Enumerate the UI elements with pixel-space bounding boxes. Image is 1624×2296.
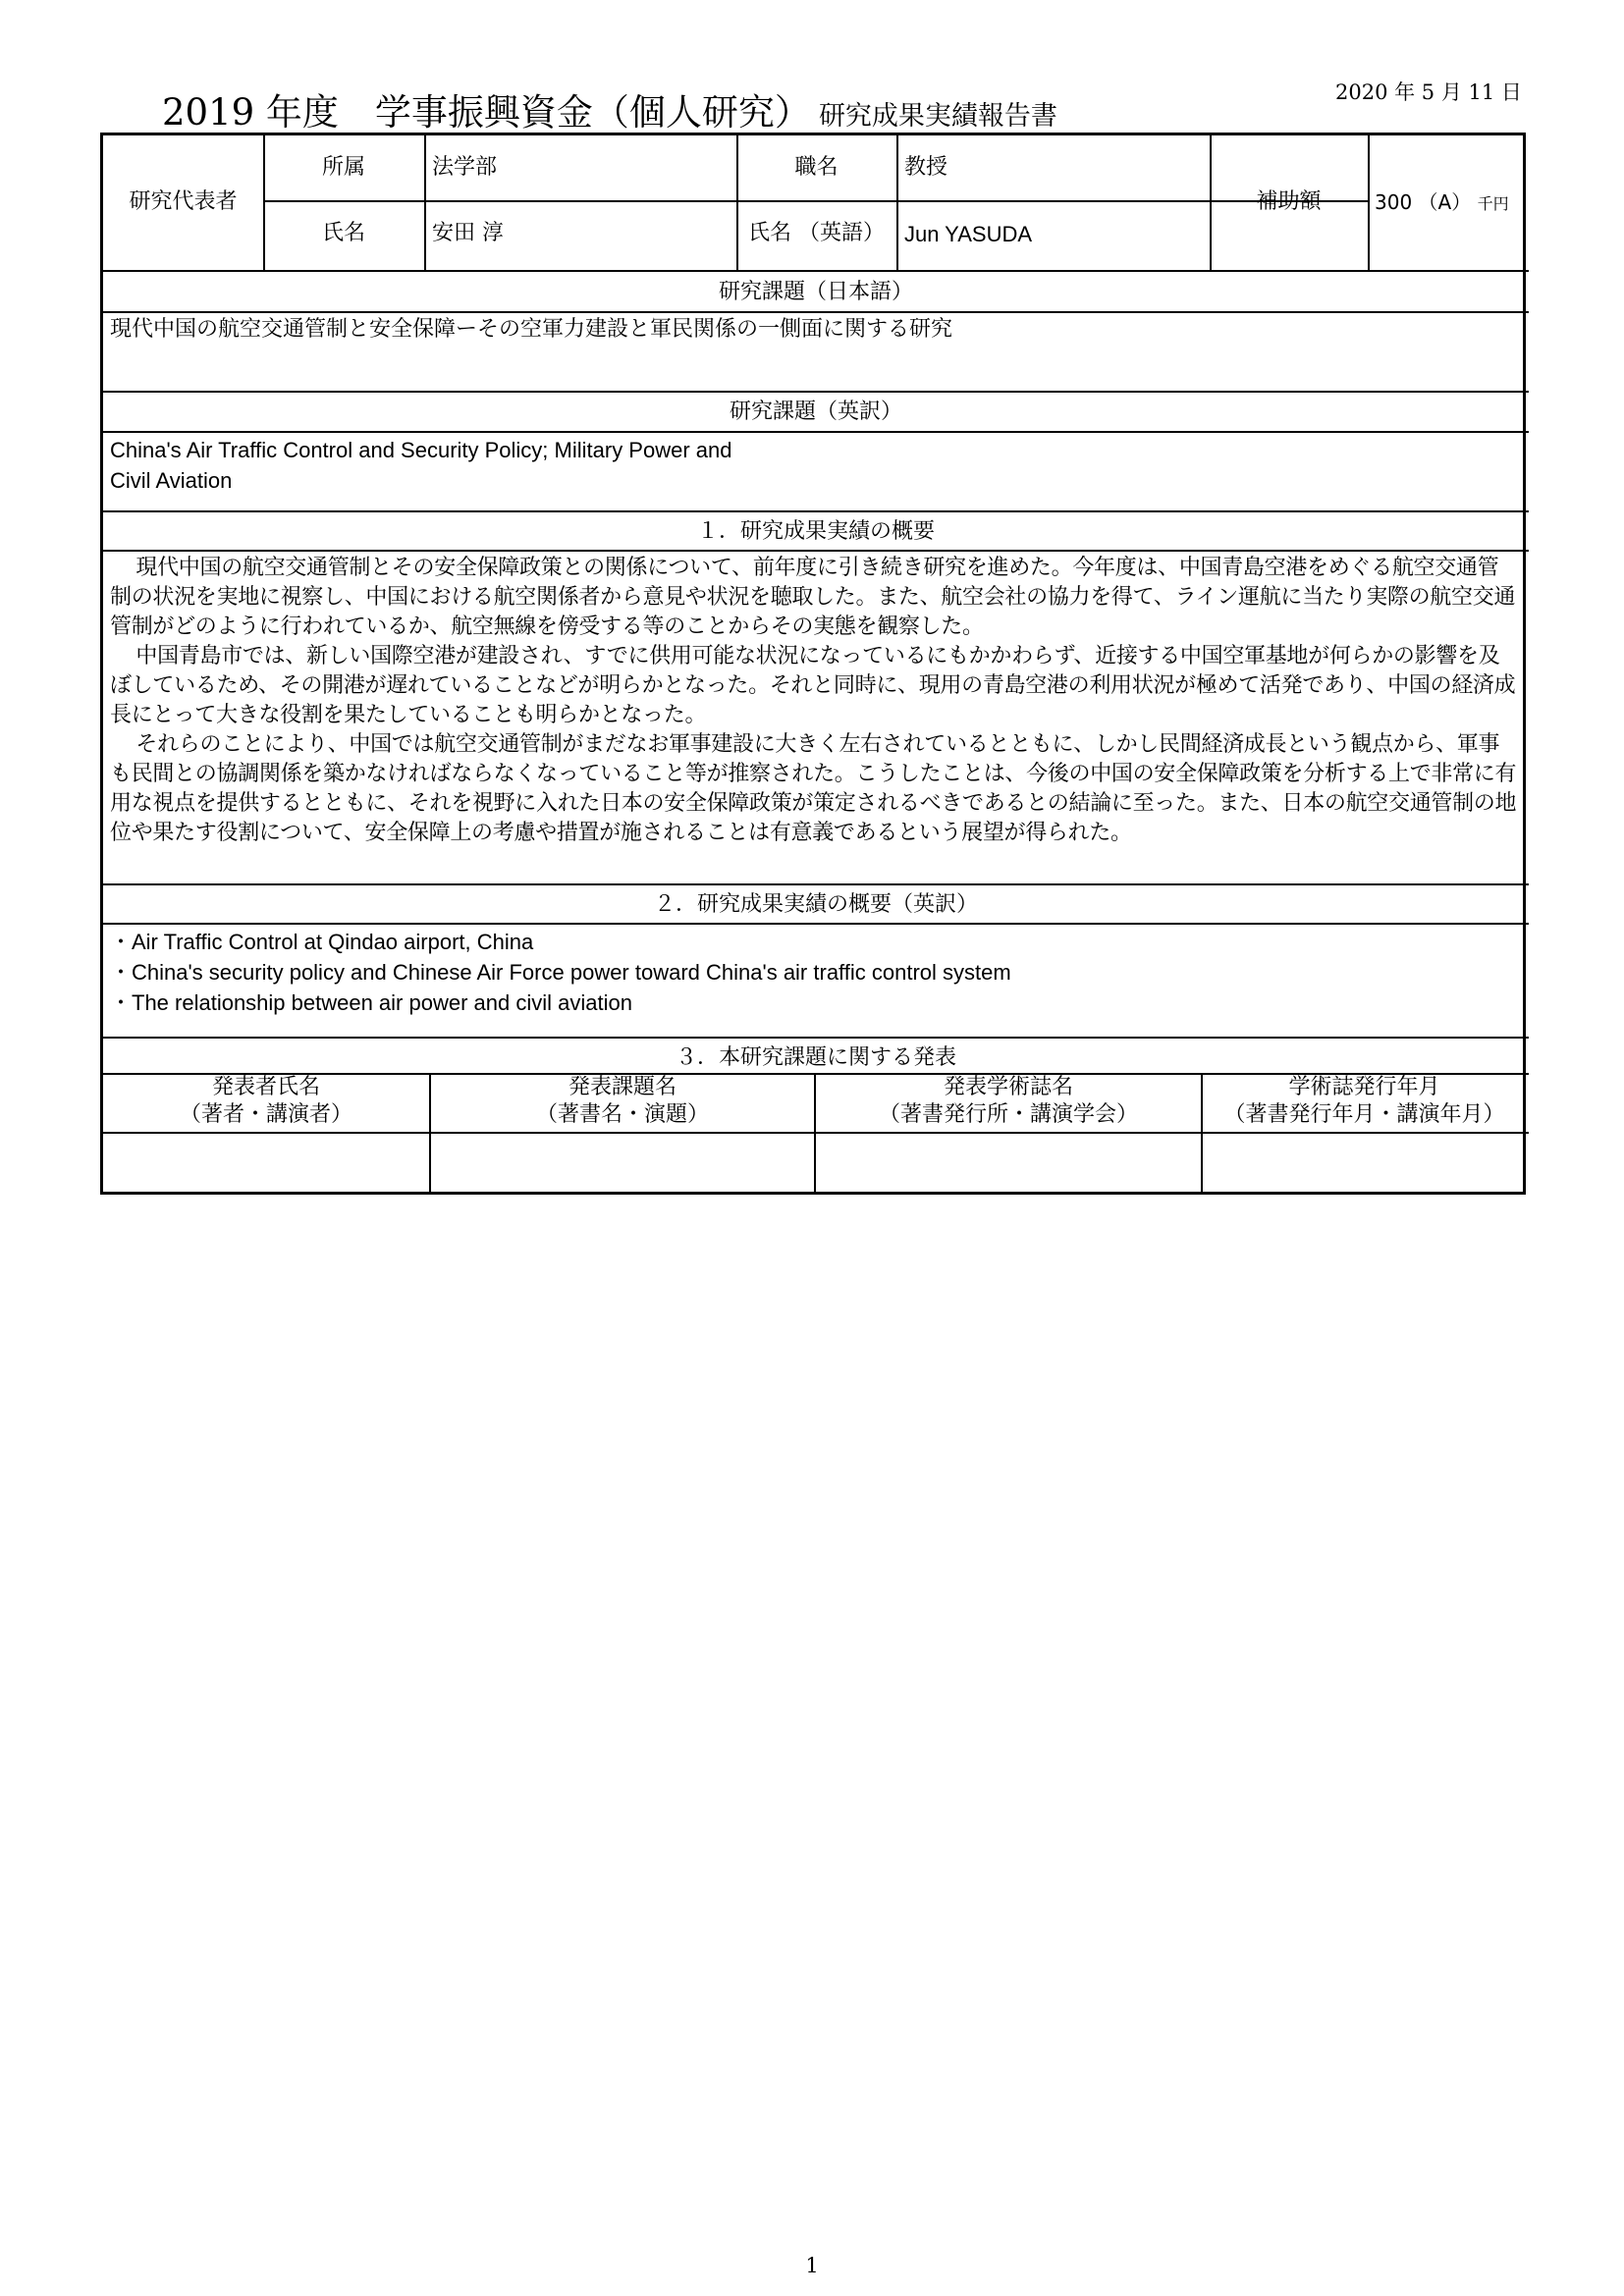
topic-en-header: 研究課題（英訳） (729, 400, 902, 424)
summary-paragraph: それらのことにより、中国では航空交通管制がまだなお軍事建設に大きく左右されているとともに、しかし民間経済成長という観点から、軍事も民間との協調関係を築かなければならなくなっていること等が推察された。こうしたことは、今後の中国の安全保障政策を分析する上で非常に有用な視点を提供するとともに、それを視野に入れた日本の安全保障政策が策定されるべきであるとの結論に至った。また、日本の航空交通管制の地位や果たす役割について、安全保障上の考慮や措置が施されることは有意義であるという展望が得られた。 (110, 732, 1517, 845)
topic-ja-header: 研究課題（日本語） (718, 280, 913, 304)
name-en-label: 氏名 （英語） (748, 221, 885, 245)
topic-en-line: Civil Aviation (110, 468, 233, 493)
pub-col-subtitle: （著書名・演題） (535, 1102, 709, 1127)
affiliation-value: 法学部 (432, 155, 498, 180)
summary-paragraph: 中国青島市では、新しい国際空港が建設され、すでに供用可能な状況になっているにもかかわらず、近接する中国空軍基地が何らかの影響を及ぼしているため、その開港が遅れていることなどが明らかとなった。それと同時に、現用の青島空港の利用状況が極めて活発であり、中国の経済成長にとって大きな役割を果たしていることも明らかとなった。 (110, 644, 1516, 727)
report-date: 2020 年 5 月 11 日 (1335, 80, 1522, 104)
position-label: 職名 (794, 155, 839, 180)
position-value: 教授 (904, 155, 948, 180)
topic-en-line: China's Air Traffic Control and Security Policy; Military Power and (110, 438, 732, 462)
summary-ja-header: １．研究成果実績の概要 (696, 519, 935, 544)
grant-label: 補助額 (1256, 189, 1322, 214)
topic-ja-text: 現代中国の航空交通管制と安全保障ーその空軍力建設と軍民関係の一側面に関する研究 (110, 317, 953, 342)
grant-value (1375, 187, 1509, 219)
pub-col-subtitle: （著書発行年月・講演年月） (1223, 1102, 1505, 1127)
pub-col-title: 学術誌発行年月 (1288, 1075, 1440, 1099)
name-en-value: Jun YASUDA (904, 222, 1033, 246)
title-sub: 研究成果実績報告書 (818, 101, 1057, 132)
title-main: 2019 年度 学事振興資金（個人研究） (162, 91, 811, 133)
summary-ja-body (110, 554, 1520, 848)
pub-col-subtitle: （著者・講演者） (179, 1102, 352, 1127)
name-label: 氏名 (321, 221, 365, 245)
summary-en-body (110, 927, 1520, 1018)
topic-en-text (110, 435, 1520, 496)
page-number: 1 (805, 2254, 819, 2277)
grant-amount: 300 （A） (1375, 190, 1472, 214)
report-form (100, 133, 1526, 1195)
pub-col-title: 発表学術誌名 (943, 1075, 1073, 1099)
grant-unit: 千円 (1477, 194, 1509, 213)
summary-en-line: ・China's security policy and Chinese Air Force power toward China's air traffic control system (110, 960, 1011, 985)
summary-paragraph: 現代中国の航空交通管制とその安全保障政策との関係について、前年度に引き続き研究を進めた。今年度は、中国青島空港をめぐる航空交通管制の状況を実地に視察し、中国における航空関係者から意見や状況を聴取した。また、航空会社の協力を得て、ライン運航に当たり実際の航空交通管制がどのように行われているか、航空無線を傍受する等のことからその実態を観察した。 (110, 556, 1516, 639)
page-title (162, 82, 1057, 135)
representative-label: 研究代表者 (129, 189, 238, 214)
summary-en-line: ・Air Traffic Control at Qindao airport, China (110, 930, 534, 954)
summary-en-header: ２．研究成果実績の概要（英訳） (653, 892, 978, 917)
pub-col-date (1203, 1074, 1526, 1129)
affiliation-label: 所属 (321, 155, 365, 180)
pub-col-author (103, 1074, 429, 1129)
pub-col-title: 発表者氏名 (211, 1075, 320, 1099)
summary-en-line: ・The relationship between air power and civil aviation (110, 990, 632, 1015)
pub-col-title: 発表課題名 (568, 1075, 677, 1099)
pub-col-journal (816, 1074, 1201, 1129)
pub-col-subtitle: （著書発行所・講演学会） (878, 1102, 1138, 1127)
pub-col-topic (431, 1074, 814, 1129)
publications-header: ３．本研究課題に関する発表 (675, 1045, 956, 1070)
name-value: 安田 淳 (432, 221, 504, 245)
